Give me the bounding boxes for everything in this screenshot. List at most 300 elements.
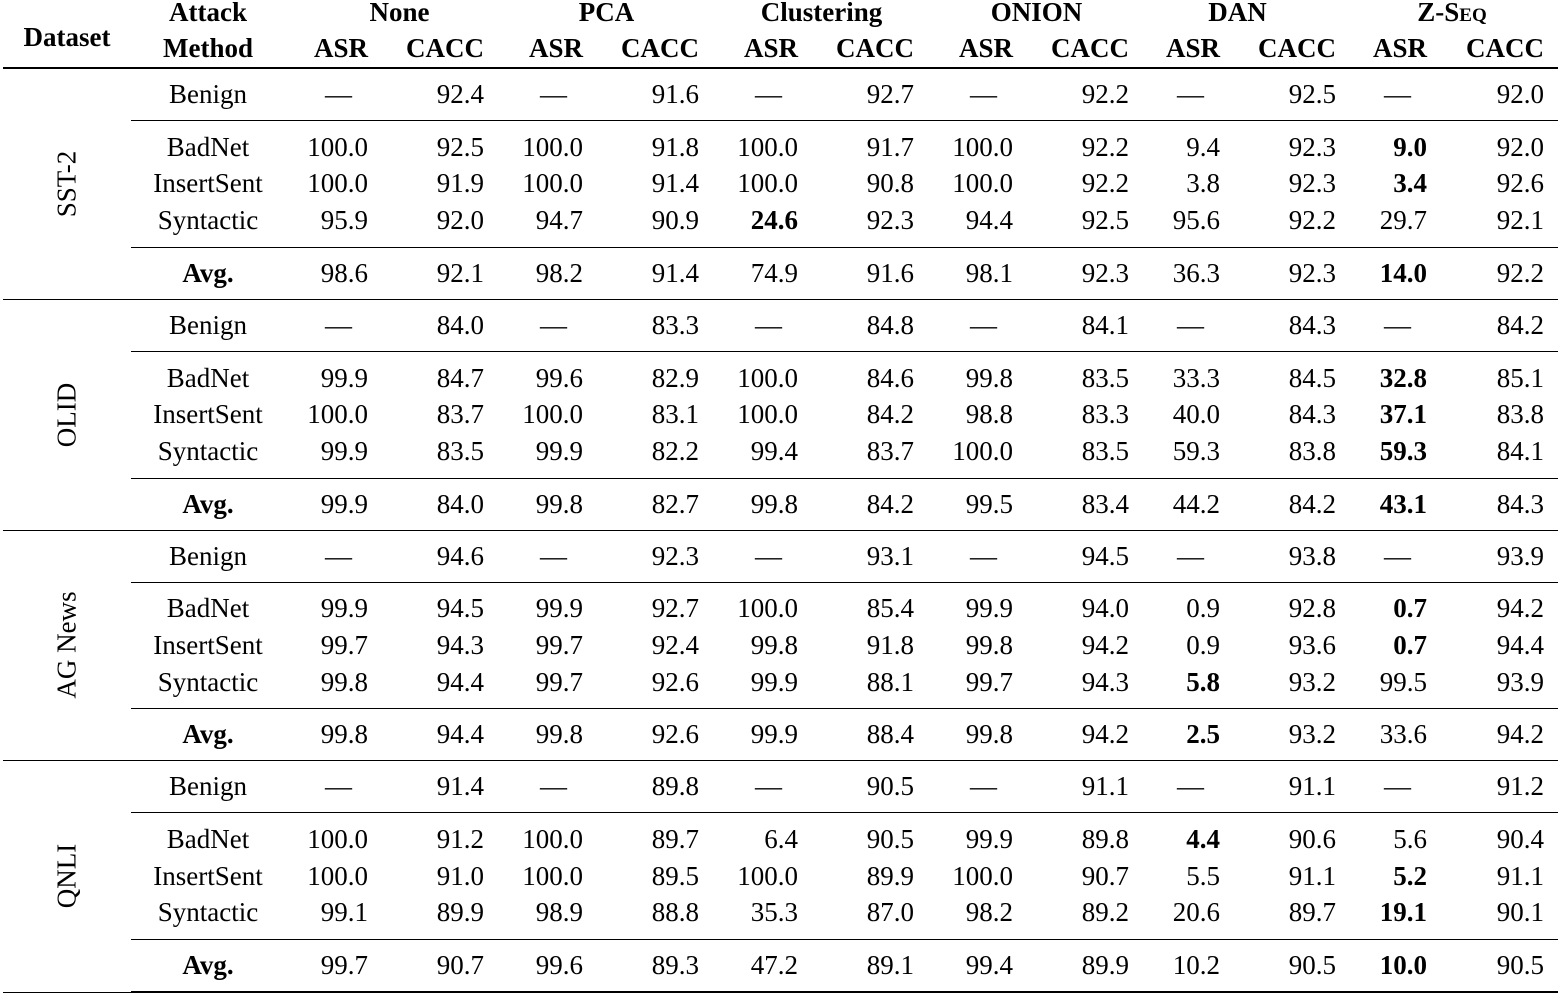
attack-method-cell: Benign bbox=[131, 68, 285, 121]
cacc-cell: 82.7 bbox=[583, 478, 699, 530]
asr-cell: — bbox=[1129, 68, 1220, 121]
asr-cell: 99.9 bbox=[965, 824, 1013, 855]
cacc-cell: 92.3 bbox=[1288, 131, 1336, 162]
asr-cell: — bbox=[699, 68, 798, 121]
cacc-cell: 83.4 bbox=[1013, 478, 1129, 530]
table-row bbox=[3, 433, 1558, 478]
asr-cell: 36.3 bbox=[1129, 247, 1220, 299]
cacc-cell: 84.5 bbox=[1288, 362, 1336, 393]
cacc-cell: 91.8 bbox=[651, 131, 699, 162]
asr-cell: 100.0 bbox=[307, 824, 368, 855]
cacc-cell: 94.2 bbox=[1427, 709, 1558, 761]
attack-header-line1: Attack bbox=[169, 0, 247, 27]
cacc-cell: 93.8 bbox=[1220, 530, 1336, 582]
table-header bbox=[3, 0, 1558, 68]
cacc-cell: 90.5 bbox=[866, 824, 914, 855]
asr-cell: 99.5 bbox=[914, 478, 1013, 530]
cacc-cell: 94.2 bbox=[1081, 629, 1129, 660]
attack-method-cell: Syntactic bbox=[131, 202, 285, 247]
asr-cell: 37.1 bbox=[1379, 399, 1427, 430]
table-row bbox=[3, 202, 1558, 247]
table-row bbox=[3, 627, 1558, 664]
cacc-cell: 89.3 bbox=[583, 940, 699, 993]
cacc-cell: 94.0 bbox=[1081, 593, 1129, 624]
table-row bbox=[3, 664, 1558, 709]
attack-method-cell: InsertSent bbox=[153, 168, 263, 199]
cacc-cell: 91.4 bbox=[651, 168, 699, 199]
cacc-cell: 84.0 bbox=[368, 478, 484, 530]
defense-header-clustering: Clustering bbox=[760, 0, 883, 27]
asr-cell: 0.7 bbox=[1393, 593, 1427, 624]
asr-cell: 6.4 bbox=[764, 824, 798, 855]
asr-cell: — bbox=[285, 530, 368, 582]
asr-cell: 99.1 bbox=[285, 895, 368, 940]
cacc-cell: 88.8 bbox=[583, 895, 699, 940]
asr-cell: 33.6 bbox=[1336, 709, 1427, 761]
table-row bbox=[3, 895, 1558, 940]
asr-cell: 3.8 bbox=[1186, 168, 1220, 199]
asr-cell: 99.8 bbox=[750, 629, 798, 660]
asr-cell: 99.8 bbox=[484, 709, 583, 761]
asr-cell: 99.9 bbox=[484, 433, 583, 478]
cacc-cell: 92.2 bbox=[1427, 247, 1558, 299]
cacc-cell: 89.9 bbox=[368, 895, 484, 940]
asr-cell: 100.0 bbox=[522, 131, 583, 162]
asr-cell: — bbox=[285, 68, 368, 121]
asr-cell: 5.2 bbox=[1393, 860, 1427, 891]
table-row bbox=[3, 530, 1558, 582]
cacc-cell: 92.5 bbox=[1013, 202, 1129, 247]
asr-cell: 100.0 bbox=[952, 860, 1013, 891]
asr-cell: 99.8 bbox=[965, 362, 1013, 393]
asr-cell: 98.1 bbox=[914, 247, 1013, 299]
table-row bbox=[3, 166, 1558, 203]
asr-cell: 10.2 bbox=[1129, 940, 1220, 993]
attack-method-cell: Syntactic bbox=[131, 895, 285, 940]
attack-method-cell: InsertSent bbox=[153, 860, 263, 891]
cacc-cell: 92.3 bbox=[1013, 247, 1129, 299]
asr-cell: 99.9 bbox=[535, 593, 583, 624]
asr-cell: 100.0 bbox=[307, 860, 368, 891]
asr-cell: 99.8 bbox=[965, 629, 1013, 660]
attack-method-cell: Benign bbox=[131, 530, 285, 582]
cacc-cell: 90.6 bbox=[1288, 824, 1336, 855]
asr-cell: 100.0 bbox=[307, 399, 368, 430]
zseq-suffix: Seq bbox=[1444, 0, 1487, 27]
cacc-cell: 90.7 bbox=[368, 940, 484, 993]
zseq-prefix: Z- bbox=[1417, 0, 1445, 27]
cacc-cell: 89.9 bbox=[1013, 940, 1129, 993]
cacc-cell: 89.7 bbox=[1220, 895, 1336, 940]
table-row bbox=[3, 813, 1558, 858]
asr-cell: — bbox=[699, 530, 798, 582]
cacc-cell: 92.2 bbox=[1081, 131, 1129, 162]
asr-cell: — bbox=[1336, 761, 1427, 813]
cacc-cell: 83.3 bbox=[1081, 399, 1129, 430]
asr-cell: — bbox=[699, 299, 798, 351]
cacc-cell: 94.2 bbox=[1496, 593, 1544, 624]
asr-cell: 99.7 bbox=[285, 940, 368, 993]
asr-cell: 10.0 bbox=[1336, 940, 1427, 993]
asr-cell: — bbox=[914, 761, 1013, 813]
cacc-cell: 88.4 bbox=[798, 709, 914, 761]
asr-cell: — bbox=[484, 761, 583, 813]
asr-cell: — bbox=[285, 299, 368, 351]
asr-cell: 9.0 bbox=[1393, 131, 1427, 162]
asr-cell: 99.9 bbox=[285, 433, 368, 478]
asr-cell: 98.8 bbox=[965, 399, 1013, 430]
cacc-cell: 89.1 bbox=[798, 940, 914, 993]
cacc-cell: 91.2 bbox=[1427, 761, 1558, 813]
cacc-header: CACC bbox=[1013, 30, 1129, 68]
cacc-cell: 82.9 bbox=[651, 362, 699, 393]
asr-cell: 100.0 bbox=[737, 362, 798, 393]
cacc-cell: 91.6 bbox=[583, 68, 699, 121]
cacc-cell: 84.8 bbox=[798, 299, 914, 351]
defense-header-none: None bbox=[369, 0, 430, 27]
asr-cell: — bbox=[914, 299, 1013, 351]
asr-cell: 33.3 bbox=[1172, 362, 1220, 393]
cacc-cell: 92.0 bbox=[1496, 131, 1544, 162]
table-row bbox=[3, 761, 1558, 813]
attack-method-cell: Benign bbox=[131, 761, 285, 813]
cacc-cell: 91.6 bbox=[798, 247, 914, 299]
cacc-cell: 91.1 bbox=[1496, 860, 1544, 891]
asr-cell: 99.7 bbox=[535, 629, 583, 660]
attack-method-cell: InsertSent bbox=[153, 399, 263, 430]
cacc-cell: 84.2 bbox=[1427, 299, 1558, 351]
asr-cell: 99.9 bbox=[699, 664, 798, 709]
cacc-cell: 91.1 bbox=[1220, 761, 1336, 813]
asr-cell: 94.4 bbox=[914, 202, 1013, 247]
asr-header: ASR bbox=[285, 30, 368, 68]
asr-header: ASR bbox=[1129, 30, 1220, 68]
attack-method-cell: BadNet bbox=[166, 131, 250, 162]
asr-cell: 99.8 bbox=[285, 709, 368, 761]
asr-cell: 100.0 bbox=[522, 860, 583, 891]
asr-cell: 99.7 bbox=[914, 664, 1013, 709]
cacc-cell: 93.9 bbox=[1427, 664, 1558, 709]
asr-cell: 40.0 bbox=[1172, 399, 1220, 430]
cacc-cell: 94.3 bbox=[1013, 664, 1129, 709]
cacc-cell: 90.5 bbox=[1427, 940, 1558, 993]
cacc-cell: 93.2 bbox=[1220, 709, 1336, 761]
asr-cell: 99.8 bbox=[484, 478, 583, 530]
cacc-cell: 84.1 bbox=[1427, 433, 1558, 478]
cacc-cell: 91.9 bbox=[436, 168, 484, 199]
asr-cell: 98.2 bbox=[484, 247, 583, 299]
dataset-label: SST-2 bbox=[51, 150, 82, 218]
cacc-cell: 90.7 bbox=[1081, 860, 1129, 891]
cacc-cell: 83.5 bbox=[1081, 362, 1129, 393]
asr-cell: 100.0 bbox=[307, 168, 368, 199]
asr-cell: 5.8 bbox=[1129, 664, 1220, 709]
asr-cell: 59.3 bbox=[1129, 433, 1220, 478]
attack-method-cell: BadNet bbox=[166, 362, 250, 393]
cacc-cell: 94.4 bbox=[368, 664, 484, 709]
cacc-cell: 93.1 bbox=[798, 530, 914, 582]
asr-cell: 19.1 bbox=[1336, 895, 1427, 940]
dataset-cell bbox=[3, 299, 131, 530]
dataset-cell bbox=[3, 68, 131, 299]
cacc-cell: 82.2 bbox=[583, 433, 699, 478]
dataset-group bbox=[3, 530, 1558, 761]
asr-cell: — bbox=[1336, 68, 1427, 121]
asr-cell: 98.6 bbox=[285, 247, 368, 299]
asr-header: ASR bbox=[484, 30, 583, 68]
cacc-cell: 90.8 bbox=[866, 168, 914, 199]
asr-cell: 5.5 bbox=[1186, 860, 1220, 891]
cacc-cell: 94.4 bbox=[1496, 629, 1544, 660]
asr-cell: 99.9 bbox=[699, 709, 798, 761]
cacc-cell: 92.1 bbox=[1427, 202, 1558, 247]
cacc-cell: 85.1 bbox=[1496, 362, 1544, 393]
dataset-label: OLID bbox=[51, 382, 82, 447]
cacc-cell: 94.3 bbox=[436, 629, 484, 660]
cacc-cell: 93.9 bbox=[1427, 530, 1558, 582]
cacc-cell: 90.1 bbox=[1427, 895, 1558, 940]
asr-cell: 100.0 bbox=[737, 399, 798, 430]
table-row bbox=[3, 247, 1558, 299]
attack-method-cell: Syntactic bbox=[131, 433, 285, 478]
cacc-cell: 83.1 bbox=[651, 399, 699, 430]
cacc-cell: 93.6 bbox=[1288, 629, 1336, 660]
cacc-cell: 92.3 bbox=[1288, 168, 1336, 199]
asr-cell: 99.9 bbox=[285, 478, 368, 530]
asr-cell: 3.4 bbox=[1393, 168, 1427, 199]
attack-method-cell: Avg. bbox=[131, 940, 285, 993]
asr-cell: 44.2 bbox=[1129, 478, 1220, 530]
asr-cell: 99.5 bbox=[1336, 664, 1427, 709]
dataset-cell bbox=[3, 530, 131, 761]
cacc-cell: 83.8 bbox=[1496, 399, 1544, 430]
cacc-cell: 89.5 bbox=[651, 860, 699, 891]
cacc-cell: 94.6 bbox=[368, 530, 484, 582]
asr-cell: 100.0 bbox=[522, 824, 583, 855]
cacc-cell: 84.2 bbox=[866, 399, 914, 430]
asr-cell: 99.9 bbox=[965, 593, 1013, 624]
attack-method-cell: InsertSent bbox=[153, 629, 263, 660]
cacc-header: CACC bbox=[1220, 30, 1336, 68]
cacc-cell: 83.5 bbox=[1013, 433, 1129, 478]
attack-method-cell: BadNet bbox=[166, 593, 250, 624]
cacc-cell: 84.3 bbox=[1220, 299, 1336, 351]
cacc-cell: 92.6 bbox=[583, 664, 699, 709]
cacc-cell: 92.2 bbox=[1081, 168, 1129, 199]
cacc-cell: 93.2 bbox=[1220, 664, 1336, 709]
defense-header-zseq bbox=[1336, 0, 1558, 30]
asr-cell: 100.0 bbox=[914, 433, 1013, 478]
cacc-cell: 92.4 bbox=[651, 629, 699, 660]
asr-cell: 0.7 bbox=[1393, 629, 1427, 660]
cacc-cell: 91.4 bbox=[583, 247, 699, 299]
cacc-cell: 94.5 bbox=[1013, 530, 1129, 582]
cacc-cell: 84.3 bbox=[1427, 478, 1558, 530]
cacc-cell: 92.2 bbox=[1220, 202, 1336, 247]
dataset-group bbox=[3, 68, 1558, 299]
asr-cell: — bbox=[484, 299, 583, 351]
asr-cell: 43.1 bbox=[1336, 478, 1427, 530]
asr-cell: — bbox=[914, 68, 1013, 121]
defense-header-pca: PCA bbox=[578, 0, 635, 27]
cacc-cell: 92.7 bbox=[651, 593, 699, 624]
cacc-cell: 91.1 bbox=[1013, 761, 1129, 813]
cacc-cell: 90.5 bbox=[798, 761, 914, 813]
cacc-cell: 89.7 bbox=[651, 824, 699, 855]
cacc-cell: 91.8 bbox=[866, 629, 914, 660]
cacc-cell: 92.1 bbox=[368, 247, 484, 299]
attack-method-cell: Avg. bbox=[131, 709, 285, 761]
cacc-cell: 92.6 bbox=[1496, 168, 1544, 199]
cacc-cell: 89.9 bbox=[866, 860, 914, 891]
asr-cell: 0.9 bbox=[1186, 629, 1220, 660]
cacc-cell: 84.6 bbox=[866, 362, 914, 393]
asr-cell: — bbox=[1336, 530, 1427, 582]
cacc-cell: 90.4 bbox=[1496, 824, 1544, 855]
cacc-cell: 88.1 bbox=[798, 664, 914, 709]
cacc-cell: 92.3 bbox=[798, 202, 914, 247]
cacc-cell: 87.0 bbox=[798, 895, 914, 940]
asr-cell: — bbox=[914, 530, 1013, 582]
asr-cell: 99.7 bbox=[320, 629, 368, 660]
cacc-cell: 90.9 bbox=[583, 202, 699, 247]
cacc-cell: 92.0 bbox=[1427, 68, 1558, 121]
attack-header-line2: Method bbox=[131, 30, 285, 68]
asr-cell: 100.0 bbox=[952, 131, 1013, 162]
dataset-cell bbox=[3, 761, 131, 992]
cacc-cell: 91.1 bbox=[1288, 860, 1336, 891]
asr-cell: 20.6 bbox=[1129, 895, 1220, 940]
asr-cell: 99.7 bbox=[484, 664, 583, 709]
table-row bbox=[3, 299, 1558, 351]
asr-cell: 9.4 bbox=[1186, 131, 1220, 162]
cacc-cell: 89.8 bbox=[583, 761, 699, 813]
cacc-cell: 94.2 bbox=[1013, 709, 1129, 761]
cacc-header: CACC bbox=[798, 30, 914, 68]
cacc-cell: 83.7 bbox=[436, 399, 484, 430]
attack-method-cell: BadNet bbox=[166, 824, 250, 855]
cacc-cell: 92.8 bbox=[1288, 593, 1336, 624]
cacc-cell: 92.4 bbox=[368, 68, 484, 121]
asr-cell: 100.0 bbox=[522, 399, 583, 430]
asr-cell: 100.0 bbox=[737, 131, 798, 162]
dataset-group bbox=[3, 299, 1558, 530]
cacc-cell: 84.3 bbox=[1288, 399, 1336, 430]
cacc-cell: 91.4 bbox=[368, 761, 484, 813]
asr-cell: 47.2 bbox=[699, 940, 798, 993]
cacc-cell: 92.5 bbox=[1220, 68, 1336, 121]
cacc-cell: 91.7 bbox=[866, 131, 914, 162]
asr-header: ASR bbox=[1336, 30, 1427, 68]
asr-cell: — bbox=[484, 68, 583, 121]
cacc-cell: 83.8 bbox=[1220, 433, 1336, 478]
cacc-cell: 92.3 bbox=[583, 530, 699, 582]
cacc-cell: 84.1 bbox=[1013, 299, 1129, 351]
table-row bbox=[3, 121, 1558, 166]
asr-cell: 5.6 bbox=[1393, 824, 1427, 855]
asr-cell: 99.8 bbox=[699, 478, 798, 530]
table-row bbox=[3, 940, 1558, 993]
asr-cell: 94.7 bbox=[484, 202, 583, 247]
attack-method-cell: Benign bbox=[131, 299, 285, 351]
attack-method-cell: Syntactic bbox=[131, 664, 285, 709]
asr-cell: 100.0 bbox=[952, 168, 1013, 199]
asr-cell: — bbox=[1129, 530, 1220, 582]
asr-cell: — bbox=[699, 761, 798, 813]
results-table bbox=[3, 0, 1558, 993]
table-row bbox=[3, 858, 1558, 895]
cacc-cell: 83.7 bbox=[798, 433, 914, 478]
cacc-cell: 94.5 bbox=[436, 593, 484, 624]
asr-cell: 4.4 bbox=[1186, 824, 1220, 855]
dataset-group bbox=[3, 761, 1558, 992]
cacc-cell: 84.7 bbox=[436, 362, 484, 393]
table-row bbox=[3, 351, 1558, 396]
asr-cell: 0.9 bbox=[1186, 593, 1220, 624]
asr-cell: 24.6 bbox=[699, 202, 798, 247]
cacc-cell: 83.3 bbox=[583, 299, 699, 351]
table-row bbox=[3, 396, 1558, 433]
cacc-cell: 91.0 bbox=[436, 860, 484, 891]
dataset-label: QNLI bbox=[51, 844, 82, 909]
asr-cell: — bbox=[1129, 299, 1220, 351]
asr-cell: 98.9 bbox=[484, 895, 583, 940]
cacc-cell: 92.5 bbox=[436, 131, 484, 162]
defense-header-onion: ONION bbox=[990, 0, 1083, 27]
cacc-cell: 92.0 bbox=[368, 202, 484, 247]
asr-cell: 59.3 bbox=[1336, 433, 1427, 478]
cacc-header: CACC bbox=[1427, 30, 1558, 68]
defense-header-dan: DAN bbox=[1208, 0, 1267, 27]
cacc-cell: 92.7 bbox=[798, 68, 914, 121]
cacc-cell: 84.0 bbox=[368, 299, 484, 351]
cacc-cell: 92.3 bbox=[1220, 247, 1336, 299]
asr-cell: 100.0 bbox=[737, 168, 798, 199]
asr-cell: 95.6 bbox=[1129, 202, 1220, 247]
attack-method-cell: Avg. bbox=[131, 478, 285, 530]
asr-header: ASR bbox=[914, 30, 1013, 68]
cacc-cell: 91.2 bbox=[436, 824, 484, 855]
cacc-header: CACC bbox=[368, 30, 484, 68]
asr-cell: 95.9 bbox=[285, 202, 368, 247]
asr-cell: 32.8 bbox=[1379, 362, 1427, 393]
cacc-header: CACC bbox=[583, 30, 699, 68]
cacc-cell: 90.5 bbox=[1220, 940, 1336, 993]
asr-cell: — bbox=[1129, 761, 1220, 813]
cacc-cell: 84.2 bbox=[798, 478, 914, 530]
cacc-cell: 84.2 bbox=[1220, 478, 1336, 530]
asr-cell: 100.0 bbox=[307, 131, 368, 162]
table-row bbox=[3, 68, 1558, 121]
asr-cell: 14.0 bbox=[1336, 247, 1427, 299]
cacc-cell: 92.2 bbox=[1013, 68, 1129, 121]
asr-header: ASR bbox=[699, 30, 798, 68]
cacc-cell: 94.4 bbox=[368, 709, 484, 761]
asr-cell: 74.9 bbox=[699, 247, 798, 299]
metric-header-row bbox=[3, 30, 1558, 68]
cacc-cell: 83.5 bbox=[368, 433, 484, 478]
cacc-cell: 85.4 bbox=[866, 593, 914, 624]
asr-cell: 99.6 bbox=[484, 940, 583, 993]
asr-cell: 100.0 bbox=[737, 593, 798, 624]
asr-cell: 99.4 bbox=[914, 940, 1013, 993]
asr-cell: 99.9 bbox=[320, 362, 368, 393]
asr-cell: 100.0 bbox=[522, 168, 583, 199]
table-row bbox=[3, 709, 1558, 761]
asr-cell: 99.8 bbox=[285, 664, 368, 709]
asr-cell: — bbox=[1336, 299, 1427, 351]
cacc-cell: 89.8 bbox=[1081, 824, 1129, 855]
